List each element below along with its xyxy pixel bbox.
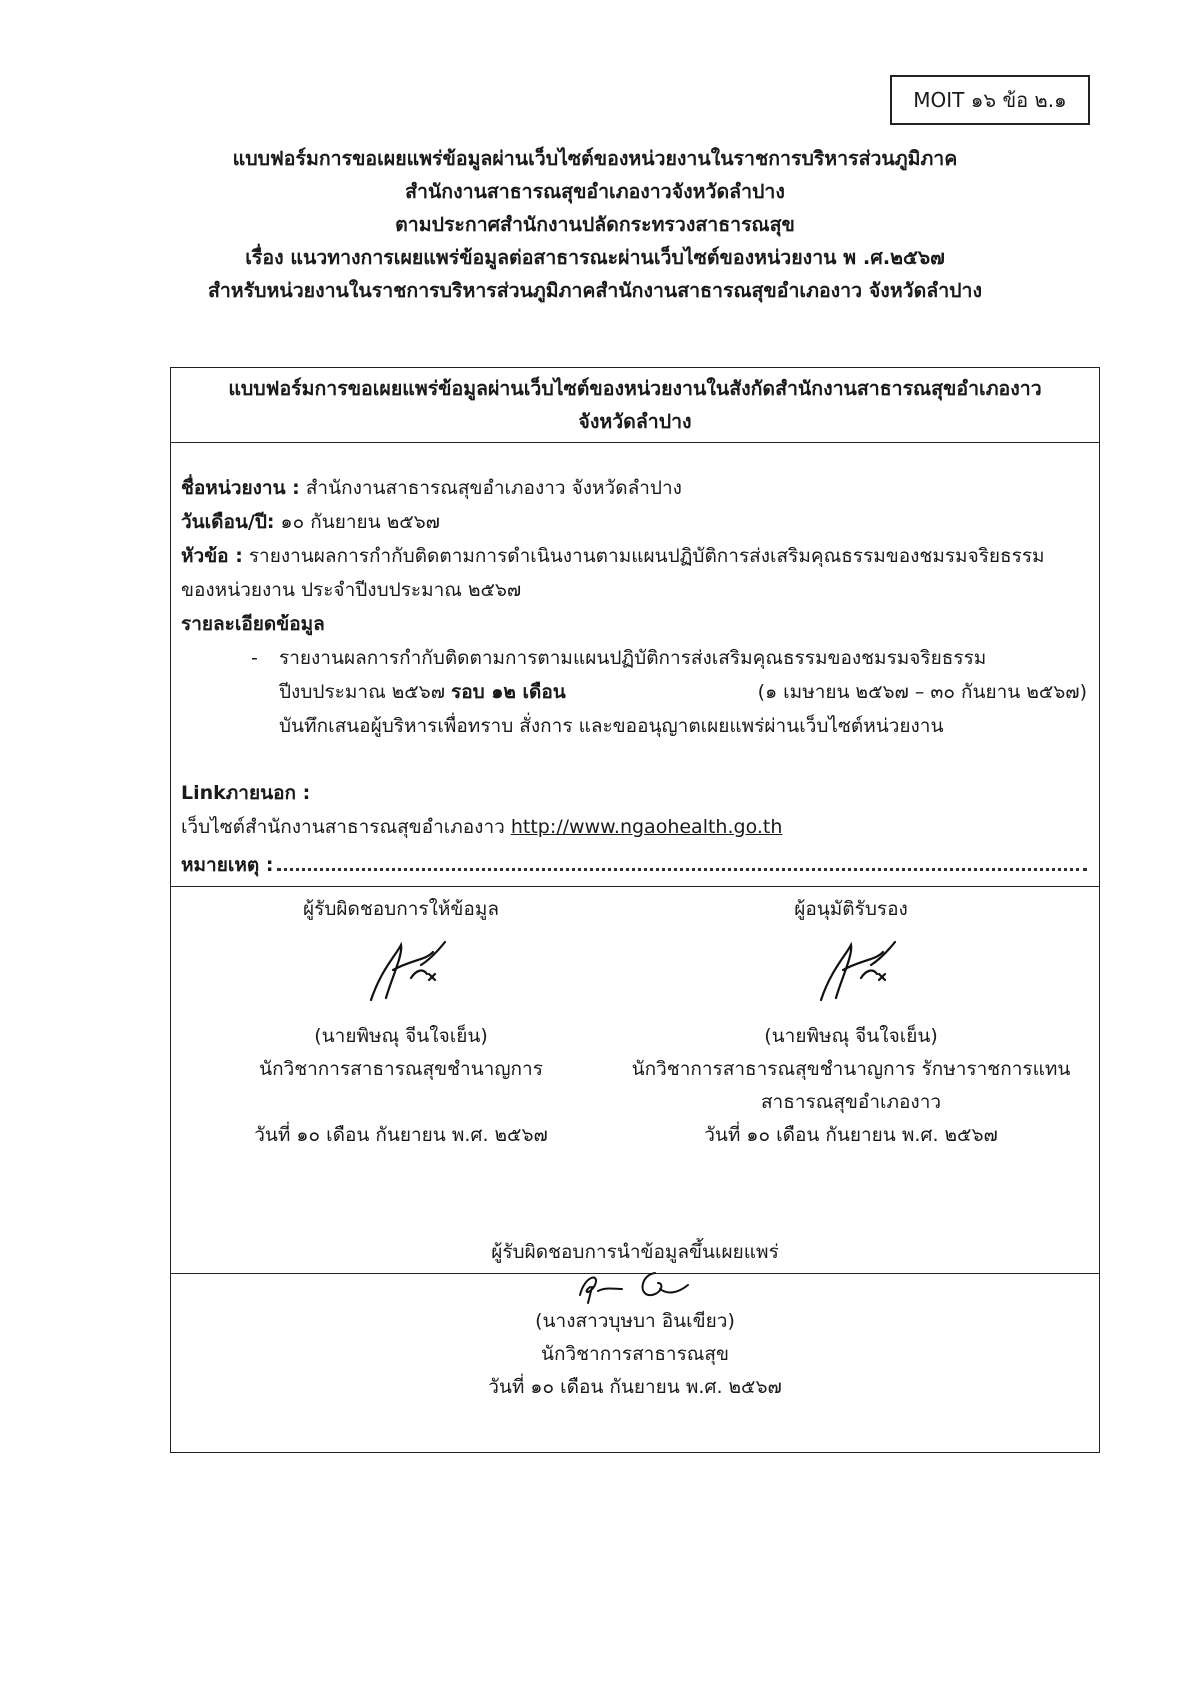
external-link-label: Linkภายนอก : <box>181 782 311 804</box>
agency-value: สำนักงานสาธารณสุขอำเภองาว จังหวัดลำปาง <box>299 477 682 499</box>
publisher-date: วันที่ ๑๐ เดือน กันยายน พ.ศ. ๒๕๖๗ <box>488 1376 782 1398</box>
detail-line-2 <box>279 675 1087 709</box>
date-row <box>181 505 1087 539</box>
approver-role: ผู้อนุมัติรับรอง <box>794 898 908 920</box>
detail-line-2-period: (๑ เมษายน ๒๕๖๗ – ๓๐ กันยาน ๒๕๖๗) <box>757 681 1087 703</box>
publisher-signature-mark <box>560 1265 710 1305</box>
form-title-line-1: แบบฟอร์มการขอเผยแพร่ข้อมูลผ่านเว็บไซต์ของหน่วยงานในสังกัดสำนักงานสาธารณสุขอำเภองาว <box>228 377 1042 400</box>
approver-date: วันที่ ๑๐ เดือน กันยายน พ.ศ. ๒๕๖๗ <box>704 1124 998 1146</box>
provider-signature-mark <box>341 930 461 1010</box>
publisher-position: นักวิชาการสาธารณสุข <box>540 1343 730 1365</box>
publisher-name: (นางสาวบุษบา อินเขียว) <box>535 1310 735 1332</box>
external-link-prefix: เว็บไซต์สำนักงานสาธารณสุขอำเภองาว <box>181 816 511 838</box>
document-header <box>150 142 1040 307</box>
topic-label: หัวข้อ : <box>181 545 243 567</box>
header-line-3: ตามประกาศสำนักงานปลัดกระทรวงสาธารณสุข <box>395 213 795 236</box>
approver-position-line-2: สาธารณสุขอำเภองาว <box>760 1091 942 1113</box>
approver-name: (นายพิษณุ จีนใจเย็น) <box>764 1025 938 1047</box>
note-row <box>181 848 1087 882</box>
reference-code: MOIT ๑๖ ข้อ ๒.๑ <box>913 88 1067 112</box>
topic-value-line-1: รายงานผลการกำกับติดตามการดำเนินงานตามแผนปฏิบัติการส่งเสริมคุณธรรมของชมรมจริยธรรม <box>242 545 1045 567</box>
header-line-4: เรื่อง แนวทางการเผยแพร่ข้อมูลต่อสาธารณะผ่านเว็บไซต์ของหน่วยงาน พ .ศ.๒๕๖๗ <box>245 246 945 269</box>
external-link-row <box>181 810 1087 844</box>
agency-label: ชื่อหน่วยงาน : <box>181 477 300 499</box>
info-divider <box>171 886 1099 887</box>
publisher-section <box>171 1198 1099 1453</box>
detail-bullet-dash: - <box>251 647 258 669</box>
note-label: หมายเหตุ : <box>181 854 274 876</box>
reference-code-box <box>890 75 1090 125</box>
topic-row <box>181 539 1087 573</box>
detail-label: รายละเอียดข้อมูล <box>181 613 325 635</box>
provider-date: วันที่ ๑๐ เดือน กันยายน พ.ศ. ๒๕๖๗ <box>254 1124 548 1146</box>
header-line-5: สำหรับหน่วยงานในราชการบริหารส่วนภูมิภาคสำนักงานสาธารณสุขอำเภองาว จังหวัดลำปาง <box>207 279 983 302</box>
header-line-1: แบบฟอร์มการขอเผยแพร่ข้อมูลผ่านเว็บไซต์ของหน่วยงานในราชการบริหารส่วนภูมิภาค <box>232 147 958 170</box>
approver-signature-mark <box>791 930 911 1010</box>
signature-approver <box>611 893 1091 1152</box>
note-dotted-line <box>277 860 1087 871</box>
detail-item <box>279 641 1087 743</box>
date-value: ๑๐ กันยายน ๒๕๖๗ <box>274 511 440 533</box>
detail-line-2-fiscal: ปีงบประมาณ ๒๕๖๗ <box>279 681 452 703</box>
form-title-line-2: จังหวัดลำปาง <box>578 410 692 433</box>
form-info-section <box>171 443 1099 1274</box>
approver-position-line-1: นักวิชาการสาธารณสุขชำนาญการ รักษาราชการแทน <box>631 1058 1071 1080</box>
request-form-table <box>170 367 1100 1453</box>
external-link[interactable]: http://www.ngaohealth.go.th <box>510 816 783 838</box>
form-title <box>171 368 1099 443</box>
header-line-2: สำนักงานสาธารณสุขอำเภองาวจังหวัดลำปาง <box>405 180 785 203</box>
publisher-role: ผู้รับผิดชอบการนำข้อมูลขึ้นเผยแพร่ <box>491 1241 779 1263</box>
signature-publisher <box>171 1236 1099 1404</box>
topic-value-line-2: ของหน่วยงาน ประจำปีงบประมาณ ๒๕๖๗ <box>181 579 522 601</box>
detail-line-2-round: รอบ ๑๒ เดือน <box>451 681 566 703</box>
provider-position: นักวิชาการสาธารณสุขชำนาญการ <box>259 1058 543 1080</box>
date-label: วันเดือน/ปี: <box>181 511 275 533</box>
detail-line-1: รายงานผลการกำกับติดตามการตามแผนปฏิบัติการส่งเสริมคุณธรรมของชมรมจริยธรรม <box>279 647 987 669</box>
provider-name: (นายพิษณุ จีนใจเย็น) <box>314 1025 488 1047</box>
agency-row <box>181 471 1087 505</box>
topic-continuation <box>181 573 1087 607</box>
signature-provider <box>211 893 591 1152</box>
provider-role: ผู้รับผิดชอบการให้ข้อมูล <box>303 898 499 920</box>
detail-line-3: บันทึกเสนอผู้บริหารเพื่อทราบ สั่งการ และขออนุญาตเผยแพร่ผ่านเว็บไซต์หน่วยงาน <box>279 715 944 737</box>
